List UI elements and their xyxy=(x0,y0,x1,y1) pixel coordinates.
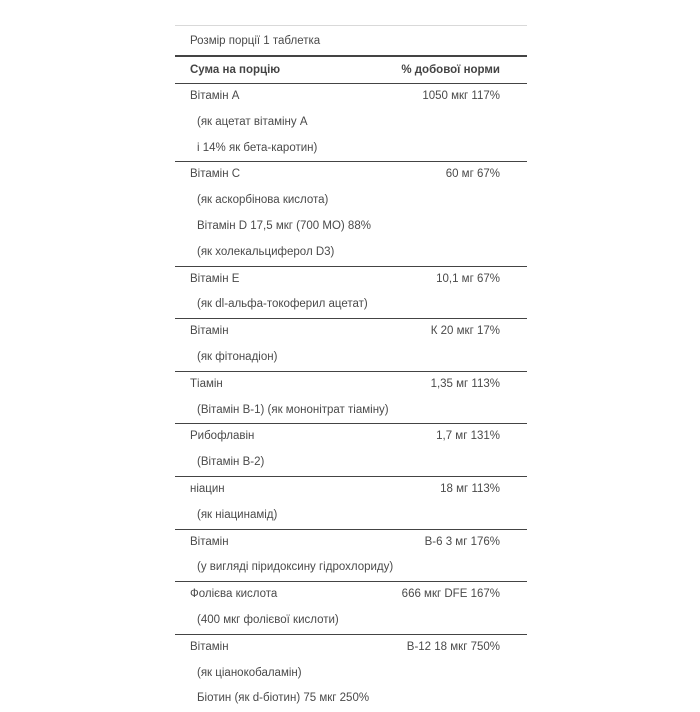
nutrient-name: Вітамін С xyxy=(190,168,241,181)
nutrient-name: Тіамін xyxy=(190,377,223,390)
nutrient-row xyxy=(175,319,527,345)
nutrient-value: 1050 мкг 117% xyxy=(422,90,500,102)
nutrient-note: (у вигляді піридоксину гідрохлориду) xyxy=(197,561,394,574)
nutrient-value: 18 мг 113% xyxy=(440,482,500,495)
nutrient-note: (як ціанокобаламін) xyxy=(197,666,302,679)
table-header xyxy=(175,57,527,84)
nutrient-row xyxy=(175,162,527,188)
nutrient-group xyxy=(175,635,527,712)
nutrient-row xyxy=(175,84,527,110)
nutrient-name: Фолієва кислота xyxy=(190,588,278,601)
nutrient-value: К 20 мкг 17% xyxy=(430,325,500,338)
nutrient-row xyxy=(175,424,527,450)
nutrient-row xyxy=(175,582,527,608)
nutrient-note: (як аскорбінова кислота) xyxy=(197,194,329,207)
nutrient-group xyxy=(175,582,527,635)
nutrient-name: ніацин xyxy=(190,482,225,495)
nutrient-name: Вітамін xyxy=(190,640,229,653)
nutrient-name: Вітамін Е xyxy=(190,272,240,285)
nutrient-row xyxy=(175,267,527,293)
nutrient-note: (Вітамін В-1) (як мононітрат тіаміну) xyxy=(197,403,389,416)
nutrient-note: (як ацетат вітаміну A xyxy=(197,115,308,128)
nutrient-group xyxy=(175,530,527,583)
nutrient-name: Вітамін А xyxy=(190,90,240,102)
nutrient-group xyxy=(175,267,527,320)
nutrient-name: Рибофлавін xyxy=(190,430,255,443)
header-amount-per-serving: Сума на порцію xyxy=(190,64,281,76)
header-daily-value: % добової норми xyxy=(401,64,500,76)
nutrient-note: (як ніацинамід) xyxy=(197,508,278,521)
nutrient-name: Вітамін xyxy=(190,535,229,548)
nutrient-group xyxy=(175,424,527,477)
nutrient-group xyxy=(175,84,527,162)
nutrient-value: 60 мг 67% xyxy=(445,168,500,181)
nutrient-note: (як фітонадіон) xyxy=(197,350,278,363)
nutrient-note: (як dl-альфа-токоферил ацетат) xyxy=(197,298,368,311)
nutrient-row xyxy=(175,530,527,556)
nutrient-value: 666 мкг DFE 167% xyxy=(401,588,500,601)
nutrient-row xyxy=(175,477,527,503)
nutrient-note: (Вітамін В-2) xyxy=(197,456,265,469)
nutrient-value: В-12 18 мкг 750% xyxy=(406,640,500,653)
nutrient-note: і 14% як бета-каротин) xyxy=(197,141,318,154)
nutrient-note: Вітамін D 17,5 мкг (700 МО) 88% xyxy=(197,219,371,232)
nutrient-value: 1,7 мг 131% xyxy=(436,430,500,443)
nutrition-facts-panel xyxy=(175,25,527,712)
nutrient-value: В-6 3 мг 176% xyxy=(424,535,500,548)
nutrient-group xyxy=(175,477,527,530)
nutrient-group xyxy=(175,162,527,266)
serving-size: Розмір порції 1 таблетка xyxy=(175,26,527,57)
nutrient-value: 1,35 мг 113% xyxy=(430,377,500,390)
nutrient-group xyxy=(175,372,527,425)
nutrient-note: Біотин (як d-біотин) 75 мкг 250% xyxy=(197,692,370,705)
nutrient-row xyxy=(175,635,527,661)
nutrient-name: Вітамін xyxy=(190,325,229,338)
nutrient-value: 10,1 мг 67% xyxy=(436,272,500,285)
nutrient-group xyxy=(175,319,527,372)
nutrient-note: (400 мкг фолієвої кислоти) xyxy=(197,613,339,626)
nutrient-note: (як холекальциферол D3) xyxy=(197,245,335,258)
nutrient-row xyxy=(175,372,527,398)
